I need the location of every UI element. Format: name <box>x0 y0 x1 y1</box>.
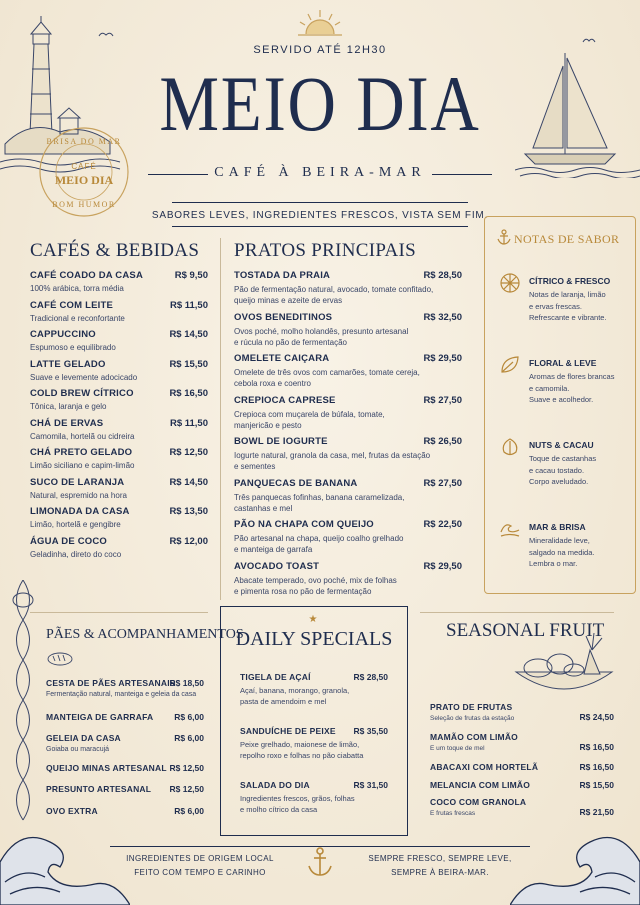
item-price: R$ 12,50 <box>169 447 208 458</box>
menu-item <box>430 797 614 818</box>
item-price: R$ 29,50 <box>423 560 462 572</box>
item-price: R$ 15,50 <box>169 358 208 370</box>
item-desc: Crepioca com muçarela de búfala, tomate, <box>234 409 385 419</box>
item-name: BOWL DE IOGURTE <box>234 436 328 447</box>
seasonal-title: SEASONAL FRUIT <box>446 620 605 641</box>
pratos-title: PRATOS PRINCIPAIS <box>234 240 416 261</box>
item-desc: Pão de fermentação natural, avocado, tomate confitado, <box>234 285 434 294</box>
item-desc: e rúcula no pão de fermentação <box>234 337 347 347</box>
note-name: FLORAL & LEVE <box>529 358 597 368</box>
item-name: PRATO DE FRUTAS <box>430 702 513 712</box>
item-desc: Goiaba ou maracujá <box>46 746 110 753</box>
item-price: R$ 9,50 <box>174 270 208 281</box>
item-price: R$ 29,50 <box>423 353 462 364</box>
item-desc: Natural, espremido na hora <box>30 490 127 500</box>
item-price: R$ 6,00 <box>174 712 204 722</box>
special-item <box>240 780 388 815</box>
bread-icon <box>46 650 74 666</box>
special-item <box>240 726 388 761</box>
item-name: MELANCIA COM LIMÃO <box>430 780 531 790</box>
menu-item <box>30 300 208 324</box>
item-name: MAMÃO COM LIMÃO <box>430 732 518 742</box>
item-name: CESTA DE PÃES ARTESANAIS <box>46 678 176 688</box>
item-desc: castanhas e mel <box>234 503 293 513</box>
menu-item <box>30 536 208 560</box>
item-name: ÁGUA DE COCO <box>30 535 107 547</box>
badge-top-text: BRISA DO MAR <box>46 137 122 146</box>
item-desc: Açaí, banana, morango, granola, <box>240 686 350 695</box>
item-name: ABACAXI COM HORTELÃ <box>430 762 539 772</box>
item-price: R$ 27,50 <box>423 394 462 406</box>
item-price: R$ 12,50 <box>169 763 204 773</box>
item-desc: 100% arábica, torra média <box>30 284 124 293</box>
nut-icon <box>499 436 521 458</box>
menu-item <box>30 270 208 294</box>
page-subtitle: CAFÉ À BEIRA-MAR <box>214 165 426 180</box>
item-desc: e manteiga de garrafa <box>234 545 313 554</box>
item-desc: Limão siciliano e capim-limão <box>30 461 135 470</box>
item-desc: Peixe grelhado, maionese de limão, <box>240 740 360 749</box>
item-price: R$ 21,50 <box>579 807 614 817</box>
menu-item <box>46 784 204 794</box>
item-name: AVOCADO TOAST <box>234 560 320 572</box>
item-desc: Abacate temperado, ovo poché, mix de folhas <box>234 575 397 585</box>
note-desc: Aromas de flores brancas <box>529 372 615 381</box>
item-name: PANQUECAS DE BANANA <box>234 477 358 489</box>
menu-item <box>46 678 204 700</box>
flavor-note <box>529 358 631 406</box>
item-price: R$ 11,50 <box>169 417 208 429</box>
menu-item <box>30 418 208 442</box>
badge-line2: MEIO DIA <box>54 173 114 187</box>
menu-item <box>30 477 208 501</box>
badge-line1: CAFÉ <box>71 162 97 171</box>
item-desc: Espumoso e equilibrado <box>30 343 116 352</box>
item-desc: pasta de amendoim e mel <box>240 697 327 706</box>
item-desc: Omelete de três ovos com camarões, tomate cereja, <box>234 368 420 377</box>
menu-item <box>234 436 462 472</box>
item-name: COLD BREW CÍTRICO <box>30 388 134 399</box>
menu-item <box>430 732 614 753</box>
item-name: GELEIA DA CASA <box>46 733 121 743</box>
sea-wave-icon <box>0 822 130 905</box>
item-name: OVOS BENEDITINOS <box>234 311 333 323</box>
menu-item <box>30 447 208 471</box>
menu-item <box>30 388 208 412</box>
item-name: PRESUNTO ARTESANAL <box>46 784 152 794</box>
item-price: R$ 14,50 <box>169 476 208 488</box>
item-desc: e pimenta rosa no pão de fermentação <box>234 586 372 596</box>
item-name: CREPIOCA CAPRESE <box>234 394 336 406</box>
menu-item <box>234 561 462 597</box>
note-desc: e camomila. <box>529 383 570 393</box>
note-desc: salgado na medida. <box>529 547 595 557</box>
item-desc: Pão artesanal na chapa, queijo coalho grelhado <box>234 534 404 543</box>
note-name: NUTS & CACAU <box>529 440 594 450</box>
item-price: R$ 12,00 <box>169 535 208 547</box>
item-name: QUEIJO MINAS ARTESANAL <box>46 763 167 773</box>
menu-item <box>30 506 208 530</box>
item-desc: cebola roxa e coentro <box>234 379 311 388</box>
item-desc: Limão, hortelã e gengibre <box>30 520 121 529</box>
item-price: R$ 22,50 <box>423 519 462 530</box>
item-price: R$ 6,00 <box>174 806 204 816</box>
menu-item <box>46 733 204 755</box>
note-name: MAR & BRISA <box>529 522 586 532</box>
item-price: R$ 16,50 <box>579 742 614 752</box>
flavor-note <box>529 276 631 324</box>
flavor-note <box>529 440 631 488</box>
item-name: CHÁ PRETO GELADO <box>30 447 133 458</box>
wave-icon <box>499 518 521 540</box>
footer-right-1: SEMPRE FRESCO, SEMPRE LEVE, <box>368 854 512 863</box>
item-name: CHÁ DE ERVAS <box>30 417 104 429</box>
item-price: R$ 16,50 <box>579 762 614 772</box>
footer-left-1: INGREDIENTES DE ORIGEM LOCAL <box>126 854 274 863</box>
item-price: R$ 27,50 <box>423 477 462 489</box>
item-name: MANTEIGA DE GARRAFA <box>46 712 154 722</box>
item-desc: Ingredientes frescos, grãos, folhas <box>240 794 355 803</box>
sun-icon <box>296 8 344 38</box>
item-name: SANDUÍCHE DE PEIXE <box>240 726 336 736</box>
item-desc: E frutas frescas <box>430 810 476 817</box>
item-price: R$ 18,50 <box>169 678 204 688</box>
fruit-bowl-icon <box>514 630 614 698</box>
item-price: R$ 14,50 <box>169 329 208 340</box>
item-desc: queijo minas e azeite de ervas <box>234 296 343 305</box>
note-desc: Corpo aveludado. <box>529 477 589 486</box>
page-title: MEIO DIA <box>159 60 481 147</box>
item-name: PÃO NA CHAPA COM QUEIJO <box>234 519 374 530</box>
note-name: CÍTRICO & FRESCO <box>529 276 611 286</box>
item-desc: Iogurte natural, granola da casa, mel, frutas da estação <box>234 451 431 460</box>
item-desc: repolho roxo e folhas no pão ciabatta <box>240 751 364 760</box>
menu-item <box>234 395 462 431</box>
item-price: R$ 12,50 <box>169 784 204 794</box>
item-price: R$ 6,00 <box>174 733 204 743</box>
item-desc: e molho cítrico da casa <box>240 805 318 814</box>
item-name: TIGELA DE AÇAÍ <box>240 672 311 682</box>
item-name: CAFÉ COADO DA CASA <box>30 270 144 281</box>
item-desc: Seleção de frutas da estação <box>430 715 515 722</box>
item-desc: Camomila, hortelã ou cidreira <box>30 431 135 441</box>
note-desc: e ervas frescas. <box>529 301 582 311</box>
menu-item <box>430 702 614 723</box>
item-desc: e sementes <box>234 462 276 471</box>
menu-item <box>234 353 462 389</box>
item-price: R$ 31,50 <box>353 780 388 790</box>
item-price: R$ 35,50 <box>353 726 388 736</box>
notas-title: NOTAS DE SABOR <box>514 232 620 246</box>
item-name: SALADA DO DIA <box>240 780 310 790</box>
item-name: TOSTADA DA PRAIA <box>234 270 331 281</box>
item-desc: E um toque de mel <box>430 745 485 752</box>
paes-title: PÃES & ACOMPANHAMENTOS <box>46 627 244 642</box>
note-desc: Suave e acolhedor. <box>529 395 594 404</box>
menu-item <box>46 763 204 773</box>
menu-item <box>30 329 208 353</box>
note-desc: Mineralidade leve, <box>529 536 590 545</box>
item-name: CAPPUCCINO <box>30 329 96 340</box>
item-price: R$ 32,50 <box>423 311 462 323</box>
badge-bottom-text: BOM HUMOR <box>52 200 116 209</box>
menu-item <box>430 762 614 772</box>
star-icon: ★ <box>308 614 318 625</box>
item-name: CAFÉ COM LEITE <box>30 299 114 311</box>
item-name: LATTE GELADO <box>30 358 106 370</box>
menu-item <box>234 312 462 348</box>
item-desc: manjericão e pesto <box>234 420 302 430</box>
bird-icon <box>98 30 114 40</box>
item-price: R$ 24,50 <box>579 712 614 722</box>
anchor-icon <box>306 846 334 878</box>
served-until: SERVIDO ATÉ 12H30 <box>253 44 387 56</box>
item-desc: Tradicional e reconfortante <box>30 313 125 323</box>
citrus-icon <box>499 272 521 294</box>
item-price: R$ 16,50 <box>169 388 208 399</box>
note-desc: Lembra o mar. <box>529 559 578 568</box>
item-price: R$ 13,50 <box>169 506 208 517</box>
item-price: R$ 26,50 <box>423 436 462 447</box>
item-name: OVO EXTRA <box>46 806 98 816</box>
note-desc: Refrescante e vibrante. <box>529 313 607 322</box>
leaf-icon <box>499 354 521 376</box>
item-name: OMELETE CAIÇARA <box>234 353 330 364</box>
tagline: SABORES LEVES, INGREDIENTES FRESCOS, VISTA SEM FIM. <box>151 210 489 221</box>
item-price: R$ 15,50 <box>579 780 614 790</box>
rope-icon <box>6 580 40 830</box>
cafes-title: CAFÉS & BEBIDAS <box>30 240 200 261</box>
item-name: SUCO DE LARANJA <box>30 476 125 488</box>
menu-item <box>234 519 462 555</box>
note-desc: Toque de castanhas <box>529 454 597 463</box>
menu-item <box>30 359 208 383</box>
item-price: R$ 28,50 <box>353 672 388 682</box>
item-desc: Fermentação natural, manteiga e geleia da casa <box>46 691 197 698</box>
anchor-icon <box>497 229 511 245</box>
note-desc: e cacau tostado. <box>529 465 585 475</box>
menu-item <box>234 270 462 306</box>
sea-wave-icon <box>510 822 640 905</box>
item-name: COCO COM GRANOLA <box>430 797 527 807</box>
specials-title: DAILY SPECIALS <box>235 628 393 650</box>
item-desc: Três panquecas fofinhas, banana caramelizada, <box>234 492 405 502</box>
item-desc: Suave e levemente adocicado <box>30 372 138 382</box>
note-desc: Notas de laranja, limão <box>529 290 606 299</box>
menu-item <box>46 806 204 816</box>
menu-item <box>430 780 614 790</box>
item-desc: Tônica, laranja e gelo <box>30 402 107 411</box>
item-name: LIMONADA DA CASA <box>30 506 130 517</box>
menu-item <box>234 478 462 514</box>
item-price: R$ 28,50 <box>423 270 462 281</box>
flavor-note <box>529 522 631 570</box>
special-item <box>240 672 388 707</box>
footer-right-2: SEMPRE À BEIRA-MAR. <box>391 868 489 877</box>
item-desc: Ovos poché, molho holandês, presunto artesanal <box>234 326 409 336</box>
item-desc: Geladinha, direto do coco <box>30 549 122 559</box>
footer-left-2: FEITO COM TEMPO E CARINHO <box>134 868 266 877</box>
item-price: R$ 11,50 <box>169 299 208 311</box>
menu-item <box>46 712 204 722</box>
